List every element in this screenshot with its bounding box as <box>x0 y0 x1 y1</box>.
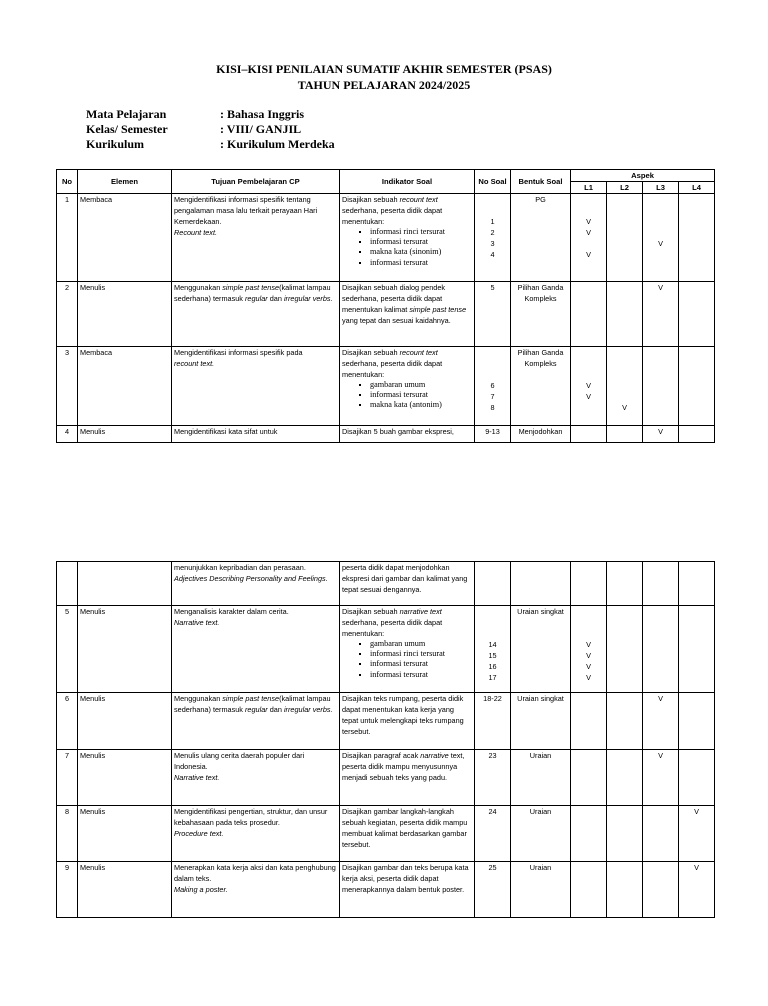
row-aspek-l2 <box>607 862 643 918</box>
row-no: 9 <box>57 862 78 918</box>
row-aspek-l1 <box>571 426 607 443</box>
row-aspek-l3: V <box>643 693 679 750</box>
row-no: 5 <box>57 606 78 693</box>
col-header-l1: L1 <box>571 182 607 194</box>
row-aspek-l1 <box>571 282 607 347</box>
indikator-bullet-list: ▪ gambaran umum ▪ informasi rinci tersurat ▪ informasi tersurat ▪ informasi tersurat <box>342 639 472 680</box>
table-row <box>57 750 715 806</box>
row-no-soal: 24 <box>475 806 511 862</box>
row-aspek-l4 <box>679 347 715 426</box>
row-aspek-l4 <box>679 693 715 750</box>
row-aspek-l3 <box>643 862 679 918</box>
row-indikator: Disajikan 5 buah gambar ekspresi, <box>340 426 475 443</box>
row-tujuan: Menggunakan simple past tense(kalimat lampau sederhana) termasuk regular dan irregular verbs. <box>172 282 340 347</box>
table-row <box>57 347 715 426</box>
table-row <box>57 282 715 347</box>
document-subtitle: TAHUN PELAJARAN 2024/2025 <box>297 78 471 92</box>
col-header-no-soal: No Soal <box>475 170 511 194</box>
table-row <box>57 806 715 862</box>
row-no-soal: 25 <box>475 862 511 918</box>
row-aspek-l2: V <box>607 347 643 426</box>
row-aspek-l1 <box>571 806 607 862</box>
table-row <box>57 194 715 282</box>
table-row <box>57 862 715 918</box>
row-elemen: Menulis <box>78 606 172 693</box>
row-aspek-l3: V <box>643 426 679 443</box>
row-aspek-l4 <box>679 194 715 282</box>
row-indikator: Disajikan sebuah narrative text sederhana, peserta didik dapat menentukan: ▪ gambaran umum ▪ informasi rinci tersurat ▪ informasi tersurat ▪ informasi tersurat <box>340 606 475 693</box>
row-no: 4 <box>57 426 78 443</box>
row-elemen: Menulis <box>78 426 172 443</box>
row-aspek-l1 <box>571 693 607 750</box>
col-header-bentuk: Bentuk Soal <box>511 170 571 194</box>
row-aspek-l2 <box>607 426 643 443</box>
table-row-continued <box>57 562 715 606</box>
document-title: KISI–KISI PENILAIAN SUMATIF AKHIR SEMESTER (PSAS) <box>216 62 552 76</box>
row-indikator: Disajikan sebuah dialog pendek sederhana, peserta didik dapat menentukan kalimat simple past tense yang tepat dan sesuai kaidahnya. <box>340 282 475 347</box>
row-bentuk: Pilihan Ganda Kompleks <box>511 347 571 426</box>
row-tujuan: Menerapkan kata kerja aksi dan kata penghubung dalam teks. Making a poster. <box>172 862 340 918</box>
table-row <box>57 693 715 750</box>
kisi-table-page-2 <box>56 561 715 918</box>
row-aspek-l4 <box>679 606 715 693</box>
row-no-soal: 23 <box>475 750 511 806</box>
row-elemen: Menulis <box>78 806 172 862</box>
row-tujuan: Menggunakan simple past tense(kalimat lampau sederhana) termasuk regular dan irregular verbs. <box>172 693 340 750</box>
row-aspek-l1: V V V V <box>571 606 607 693</box>
table-row <box>57 426 715 443</box>
row-elemen: Membaca <box>78 347 172 426</box>
meta-value: : Kurikulum Merdeka <box>220 137 335 151</box>
row-bentuk: Uraian singkat <box>511 693 571 750</box>
row-no-soal: 18-22 <box>475 693 511 750</box>
row-bentuk: Uraian <box>511 806 571 862</box>
row-indikator: peserta didik dapat menjodohkan ekspresi dari gambar dan kalimat yang tepat sesuai dengannya. <box>340 562 475 606</box>
row-aspek-l1: V V V <box>571 194 607 282</box>
row-aspek-l2 <box>607 806 643 862</box>
row-aspek-l1: V V <box>571 347 607 426</box>
col-header-l4: L4 <box>679 182 715 194</box>
meta-label: Mata Pelajaran <box>86 107 167 121</box>
row-bentuk: Uraian singkat <box>511 606 571 693</box>
row-aspek-l3: V <box>643 750 679 806</box>
row-no: 6 <box>57 693 78 750</box>
kisi-table-page-1 <box>56 169 715 443</box>
row-no-soal: 1 2 3 4 <box>475 194 511 282</box>
row-bentuk: Pilihan Ganda Kompleks <box>511 282 571 347</box>
table-row <box>57 606 715 693</box>
meta-label: Kelas/ Semester <box>86 122 168 136</box>
row-tujuan: Menulis ulang cerita daerah populer dari Indonesia. Narrative text. <box>172 750 340 806</box>
row-aspek-l3 <box>643 606 679 693</box>
col-header-l2: L2 <box>607 182 643 194</box>
row-bentuk: Uraian <box>511 750 571 806</box>
row-elemen: Menulis <box>78 693 172 750</box>
meta-value: : Bahasa Inggris <box>220 107 305 121</box>
row-elemen: Menulis <box>78 862 172 918</box>
col-header-aspek: Aspek <box>571 170 715 182</box>
row-indikator: Disajikan paragraf acak narrative text, peserta didik mampu menyusunnya menjadi sebuah teks yang padu. <box>340 750 475 806</box>
row-aspek-l3 <box>643 347 679 426</box>
row-aspek-l1 <box>571 862 607 918</box>
row-no-soal: 5 <box>475 282 511 347</box>
row-aspek-l2 <box>607 194 643 282</box>
row-aspek-l2 <box>607 606 643 693</box>
row-elemen: Membaca <box>78 194 172 282</box>
row-no: 2 <box>57 282 78 347</box>
row-tujuan: Mengidentifikasi informasi spesifik tentang pengalaman masa lalu terkait perayaan Hari Kemerdekaan. Recount text. <box>172 194 340 282</box>
row-aspek-l2 <box>607 750 643 806</box>
row-tujuan: Mengidentifikasi informasi spesifik pada recount text. <box>172 347 340 426</box>
row-no-soal: 9-13 <box>475 426 511 443</box>
row-indikator: Disajikan gambar langkah-langkah sebuah kegiatan, peserta didik mampu membuat kalimat berdasarkan gambar tersebut. <box>340 806 475 862</box>
col-header-l3: L3 <box>643 182 679 194</box>
row-elemen: Menulis <box>78 750 172 806</box>
row-bentuk: Uraian <box>511 862 571 918</box>
indikator-bullet-list: ▪ informasi rinci tersurat ▪ informasi tersurat ▪ makna kata (sinonim) ▪ informasi tersurat <box>342 227 472 268</box>
row-tujuan: Mengidentifikasi kata sifat untuk <box>172 426 340 443</box>
col-header-no: No <box>57 170 78 194</box>
row-aspek-l1 <box>571 750 607 806</box>
row-tujuan: menunjukkan kepribadian dan perasaan. Adjectives Describing Personality and Feelings. <box>172 562 340 606</box>
row-no-soal: 14 15 16 17 <box>475 606 511 693</box>
row-elemen: Menulis <box>78 282 172 347</box>
row-indikator: Disajikan gambar dan teks berupa kata kerja aksi, peserta didik dapat menerapkannya dalam bentuk poster. <box>340 862 475 918</box>
row-bentuk: PG <box>511 194 571 282</box>
col-header-indikator: Indikator Soal <box>340 170 475 194</box>
meta-value: : VIII/ GANJIL <box>220 122 302 136</box>
row-aspek-l4: V <box>679 806 715 862</box>
row-aspek-l3: V <box>643 282 679 347</box>
col-header-elemen: Elemen <box>78 170 172 194</box>
row-bentuk: Menjodohkan <box>511 426 571 443</box>
indikator-bullet-list: ▪ gambaran umum ▪ informasi tersurat ▪ makna kata (antonim) <box>342 380 472 411</box>
row-indikator: Disajikan sebuah recount text sederhana, peserta didik dapat menentukan: ▪ informasi rinci tersurat ▪ informasi tersurat ▪ makna kata (sinonim) ▪ informasi tersurat <box>340 194 475 282</box>
row-tujuan: Mengidentifikasi pengertian, struktur, dan unsur kebahasaan pada teks prosedur. Procedure text. <box>172 806 340 862</box>
row-aspek-l4: V <box>679 862 715 918</box>
row-no: 8 <box>57 806 78 862</box>
meta-label: Kurikulum <box>86 137 145 151</box>
row-aspek-l4 <box>679 750 715 806</box>
row-aspek-l4 <box>679 282 715 347</box>
row-aspek-l2 <box>607 282 643 347</box>
row-indikator: Disajikan sebuah recount text sederhana, peserta didik dapat menentukan: ▪ gambaran umum ▪ informasi tersurat ▪ makna kata (antonim) <box>340 347 475 426</box>
row-no: 7 <box>57 750 78 806</box>
row-aspek-l3 <box>643 806 679 862</box>
row-aspek-l3: V <box>643 194 679 282</box>
row-aspek-l2 <box>607 693 643 750</box>
row-indikator: Disajikan teks rumpang, peserta didik dapat menentukan kata kerja yang tepat untuk melengkapi teks rumpang tersebut. <box>340 693 475 750</box>
col-header-tujuan: Tujuan Pembelajaran CP <box>172 170 340 194</box>
row-no: 1 <box>57 194 78 282</box>
row-no: 3 <box>57 347 78 426</box>
row-tujuan: Menganalisis karakter dalam cerita. Narrative text. <box>172 606 340 693</box>
row-aspek-l4 <box>679 426 715 443</box>
row-no-soal: 6 7 8 <box>475 347 511 426</box>
